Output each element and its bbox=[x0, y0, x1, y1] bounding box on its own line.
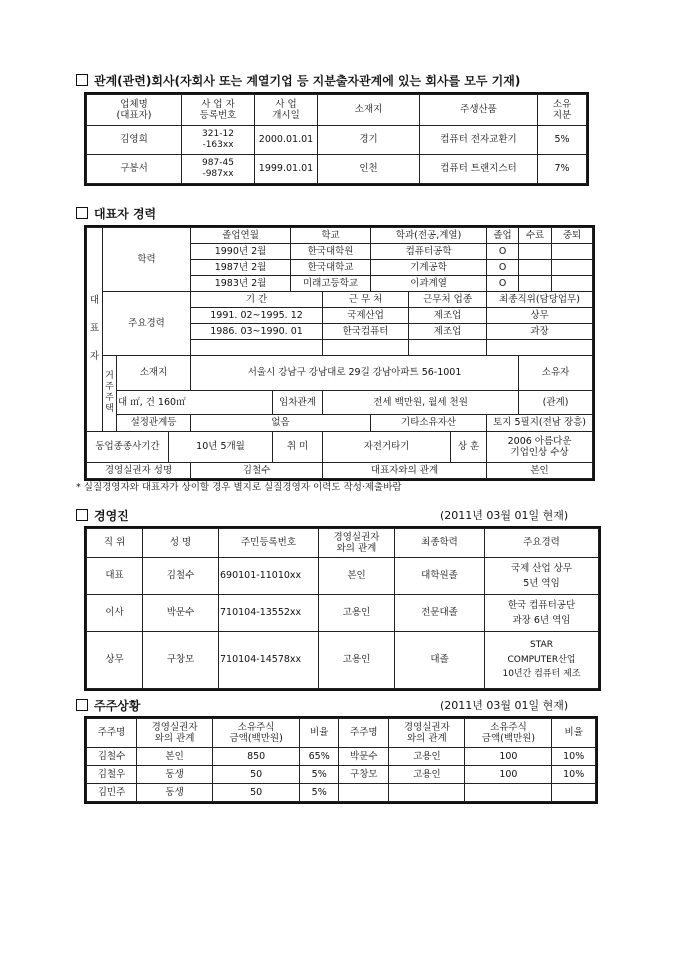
note-text: * 실질경영자와 대표자가 상이할 경우 별지로 실질경영자 이력도 작성·제출바람 bbox=[76, 482, 402, 493]
residence-vertical-label: 거 주 주 택 bbox=[103, 356, 117, 432]
header-ratio-2: 비율 bbox=[552, 719, 596, 748]
table-row: 1986. 03~1990. 01 한국컴퓨터 제조업 과장 bbox=[87, 324, 593, 340]
rep-career-table bbox=[86, 227, 593, 479]
header-grad-date: 졸업연월 bbox=[191, 228, 291, 244]
management-header-row bbox=[87, 529, 599, 558]
header-career: 주요경력 bbox=[485, 529, 599, 558]
management-as-of-date: (2011년 03월 01일 현재) bbox=[440, 509, 569, 522]
table-row: 1990년 2월 한국대학원 컴퓨터공학 O bbox=[87, 244, 593, 260]
checkbox-square-icon bbox=[76, 207, 88, 219]
header-business-reg-no: 사 업 자 등록번호 bbox=[182, 95, 255, 126]
header-relation: 경영실권자 와의 관계 bbox=[319, 529, 395, 558]
header-dropped: 중퇴 bbox=[552, 228, 593, 244]
table-row: 김철우 동생 50 5% 구창모 고용인 100 10% bbox=[87, 766, 596, 784]
same-industry-period-label: 동업종종사기간 bbox=[87, 431, 169, 462]
table-row: 1987년 2월 한국대학교 기계공학 O bbox=[87, 260, 593, 276]
manager-name-label: 경영실권자 성명 bbox=[87, 462, 191, 478]
header-industry: 근무처 업종 bbox=[409, 292, 487, 308]
header-graduated: 졸업 bbox=[487, 228, 519, 244]
owner-relation-label: (관계) bbox=[519, 391, 593, 415]
award-label: 상 훈 bbox=[451, 431, 487, 462]
lien-value: 없음 bbox=[191, 414, 371, 431]
header-main-product: 주생산품 bbox=[420, 95, 538, 126]
checkbox-square-icon bbox=[76, 509, 88, 521]
table-row: 상무 구창모 710104-14578xx 고용인 대졸 STAR COMPUTER산업 10년간 컴퓨터 제조 bbox=[87, 632, 599, 689]
table-row: 김민주 동생 50 5% bbox=[87, 784, 596, 802]
header-position: 직 위 bbox=[87, 529, 143, 558]
header-workplace: 근 무 처 bbox=[323, 292, 409, 308]
header-ownership: 소유 지분 bbox=[538, 95, 587, 126]
education-label: 학력 bbox=[103, 228, 191, 292]
table-row: 김철수 본인 850 65% 박문수 고용인 100 10% bbox=[87, 748, 596, 766]
header-education: 최종학력 bbox=[395, 529, 485, 558]
header-location: 소재지 bbox=[318, 95, 420, 126]
header-holder-name-2: 주주명 bbox=[339, 719, 389, 748]
section-shareholders-title: 주주상황 bbox=[76, 697, 140, 714]
table-row: 대표 김철수 690101-11010xx 본인 대학원졸 국제 산업 상무 5년 역임 bbox=[87, 558, 599, 595]
checkbox-square-icon bbox=[76, 699, 88, 711]
address-label: 소재지 bbox=[117, 356, 191, 391]
header-holder-relation: 경영실권자 와의 관계 bbox=[137, 719, 213, 748]
header-company-name: 업체명 (대표자) bbox=[87, 95, 182, 126]
hobby-value: 자전거타기 bbox=[323, 431, 451, 462]
header-ratio: 비율 bbox=[300, 719, 339, 748]
table-row: 1991. 02~1995. 12 국제산업 제조업 상무 bbox=[87, 308, 593, 324]
award-value: 2006 아름다운 기업인상 수상 bbox=[487, 431, 593, 462]
section-related-companies-title: 관계(관련)회사(자회사 또는 계열기업 등 지분출자관계에 있는 회사를 모두 기재) bbox=[76, 72, 520, 89]
table-row: 1983년 2월 미래고등학교 이과계열 O bbox=[87, 276, 593, 292]
address-value: 서울시 강남구 강남대로 29길 강남아파트 56-1001 bbox=[191, 356, 519, 391]
header-holder-relation-2: 경영실권자 와의 관계 bbox=[389, 719, 465, 748]
header-name: 성 명 bbox=[143, 529, 219, 558]
manager-relation-value: 본인 bbox=[487, 462, 593, 478]
shareholders-table bbox=[86, 718, 596, 802]
owner-label: 소유자 bbox=[519, 356, 593, 391]
lease-label: 임차관계 bbox=[273, 391, 323, 415]
header-final-position: 최종직위(담당업무) bbox=[487, 292, 593, 308]
hobby-label: 취 미 bbox=[273, 431, 323, 462]
lien-label: 설정관계등 bbox=[117, 414, 191, 431]
section-management-title: 경영진 bbox=[76, 507, 129, 524]
table-row: 구봉서 987-45 -987xx 1999.01.01 인천 컴퓨터 트랜지스터 7% bbox=[87, 155, 587, 184]
table-row: 이사 박문수 710104-13552xx 고용인 전문대졸 한국 컴퓨터공단 과장 6년 역임 bbox=[87, 595, 599, 632]
header-share-amount-2: 소유주식 금액(백만원) bbox=[465, 719, 552, 748]
checkbox-square-icon bbox=[76, 74, 88, 86]
career-label: 주요경력 bbox=[103, 292, 191, 356]
related-companies-header-row bbox=[87, 95, 587, 126]
manager-name-value: 김철수 bbox=[191, 462, 323, 478]
section-rep-career-title: 대표자 경력 bbox=[76, 205, 156, 222]
same-industry-period-value: 10년 5개월 bbox=[169, 431, 273, 462]
related-companies-table bbox=[86, 94, 587, 184]
header-school: 학교 bbox=[291, 228, 371, 244]
header-resident-no: 주민등록번호 bbox=[219, 529, 319, 558]
management-table bbox=[86, 528, 599, 689]
header-share-amount: 소유주식 금액(백만원) bbox=[213, 719, 300, 748]
area-value: 대 ㎡, 건 160㎡ bbox=[117, 391, 273, 415]
table-row: 김영희 321-12 -163xx 2000.01.01 경기 컴퓨터 전자교환기 5% bbox=[87, 126, 587, 155]
shareholders-header-row bbox=[87, 719, 596, 748]
other-assets-label: 기타소유자산 bbox=[371, 414, 487, 431]
lease-value: 전세 백만원, 월세 천원 bbox=[323, 391, 519, 415]
header-holder-name: 주주명 bbox=[87, 719, 137, 748]
header-completed: 수료 bbox=[519, 228, 552, 244]
header-start-date: 사 업 개시일 bbox=[255, 95, 318, 126]
manager-relation-label: 대표자와의 관계 bbox=[323, 462, 487, 478]
other-assets-value: 토지 5필지(전남 장흥) bbox=[487, 414, 593, 431]
rep-vertical-label: 대 표 자 bbox=[87, 228, 103, 432]
header-period: 기 간 bbox=[191, 292, 323, 308]
shareholders-as-of-date: (2011년 03월 01일 현재) bbox=[440, 699, 569, 712]
header-major: 학과(전공,계열) bbox=[371, 228, 487, 244]
